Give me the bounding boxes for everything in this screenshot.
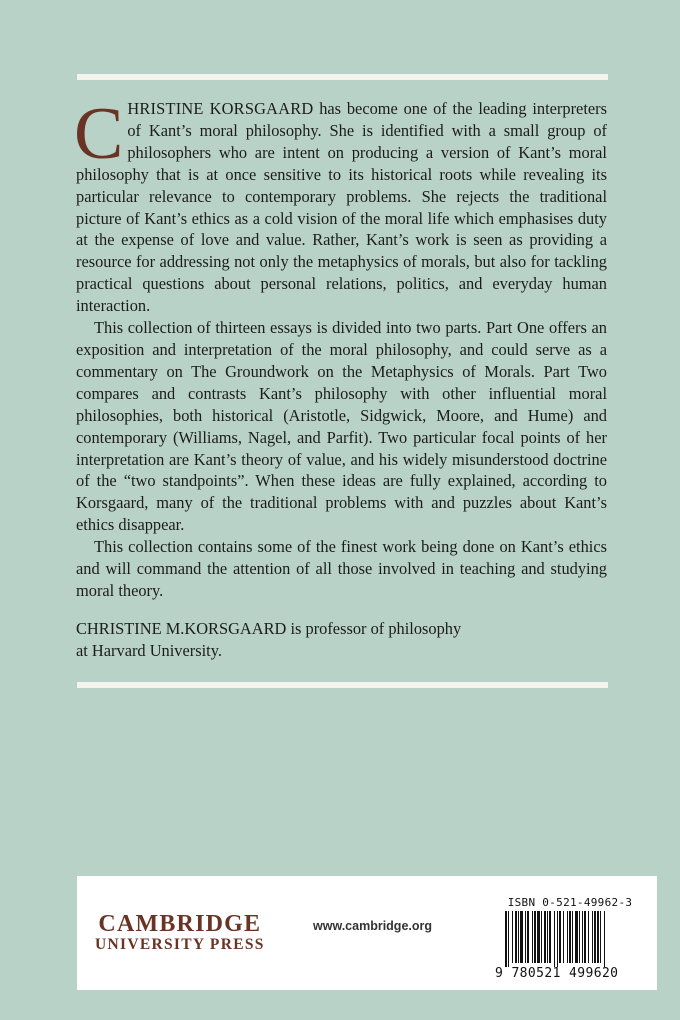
barcode-bar bbox=[572, 911, 573, 963]
publisher-logo bbox=[95, 912, 265, 954]
publisher-logo-main: CAMBRIDGE bbox=[98, 911, 262, 937]
barcode-bar bbox=[584, 911, 586, 963]
barcode-bar bbox=[527, 911, 529, 963]
barcode-bar bbox=[512, 911, 513, 963]
barcode-bar bbox=[532, 911, 533, 963]
barcode-bar bbox=[582, 911, 583, 963]
barcode-bar bbox=[604, 911, 605, 967]
barcode-bar bbox=[588, 911, 589, 963]
barcode-bar bbox=[575, 911, 578, 963]
barcode-bar bbox=[567, 911, 568, 963]
ean-number: 9 780521 499620 bbox=[495, 966, 619, 981]
barcode-icon bbox=[495, 911, 645, 967]
barcode-bar bbox=[537, 911, 540, 963]
barcode-bar bbox=[600, 911, 601, 963]
barcode-bar bbox=[544, 911, 546, 963]
barcode-bar bbox=[594, 911, 596, 963]
drop-cap: C bbox=[74, 93, 124, 175]
barcode-bar bbox=[518, 911, 519, 963]
barcode-bar bbox=[525, 911, 526, 963]
barcode-bar bbox=[508, 911, 509, 967]
publisher-logo-sub: UNIVERSITY PRESS bbox=[95, 936, 265, 953]
blurb-paragraph-2: This collection of thirteen essays is divided into two parts. Part One offers an exposition and interpretation of the moral philosophy, and could serve as a commentary on The Groundwork on the Metaphysics of Morals. Part Two compares and contrasts Kant’s philosophy with other influential moral philosophies, both historical (Aristotle, Sidgwick, Moore, and Hume) and contemporary (Williams, Nagel, and Parfit). Two particular focal points of her interpretation are Kant’s theory of value, and his widely misunderstood doctrine of the “two standpoints”. When these ideas are fully explained, according to Korsgaard, many of the traditional problems with and puzzles about Kant’s ethics disappear. bbox=[76, 318, 607, 535]
barcode-bar bbox=[563, 911, 564, 963]
barcode-bar bbox=[557, 911, 558, 967]
barcode-bar bbox=[554, 911, 555, 967]
blurb-paragraph-1 bbox=[74, 93, 607, 317]
barcode-bar bbox=[534, 911, 536, 963]
barcode-block bbox=[495, 896, 645, 982]
barcode-bar bbox=[520, 911, 523, 963]
barcode-bar bbox=[592, 911, 593, 963]
publisher-footer bbox=[77, 876, 657, 990]
top-divider bbox=[77, 74, 608, 80]
blurb-text bbox=[74, 93, 607, 602]
barcode-bar bbox=[505, 911, 507, 967]
blurb-paragraph-1-text: has become one of the leading interpreters of Kant’s moral philosophy. She is identified with a small group of philosophers who are intent on producing a version of Kant’s moral philosophy that is at once sensitive to its historical roots while revealing its particular relevance to contemporary problems. She rejects the traditional picture of Kant’s ethics as a cold vision of the moral life which emphasises duty at the expense of love and value. Rather, Kant’s work is seen as providing a resource for addressing not only the metaphysics of morals, but also for tackling practical questions about personal relations, politics, and everyday human interaction. bbox=[76, 99, 607, 316]
barcode-bar bbox=[547, 911, 548, 963]
author-bio-line-2: at Harvard University. bbox=[76, 641, 222, 660]
blurb-paragraph-3: This collection contains some of the finest work being done on Kant’s ethics and will command the attention of all those involved in teaching and studying moral theory. bbox=[76, 537, 607, 600]
publisher-url-link[interactable]: www.cambridge.org bbox=[313, 919, 433, 933]
barcode-bar bbox=[549, 911, 551, 963]
barcode-bar bbox=[579, 911, 580, 963]
author-bio bbox=[76, 618, 536, 662]
barcode-bar bbox=[559, 911, 561, 963]
barcode-bar bbox=[597, 911, 599, 963]
barcode-bar bbox=[541, 911, 542, 963]
author-bio-line-1: CHRISTINE M.KORSGAARD is professor of philosophy bbox=[76, 619, 462, 638]
barcode-bar bbox=[569, 911, 571, 963]
barcode-bar bbox=[515, 911, 517, 963]
isbn-label: ISBN 0-521-49962-3 bbox=[507, 896, 633, 909]
bottom-divider bbox=[77, 682, 608, 688]
lead-author-name: HRISTINE KORSGAARD bbox=[127, 99, 314, 118]
